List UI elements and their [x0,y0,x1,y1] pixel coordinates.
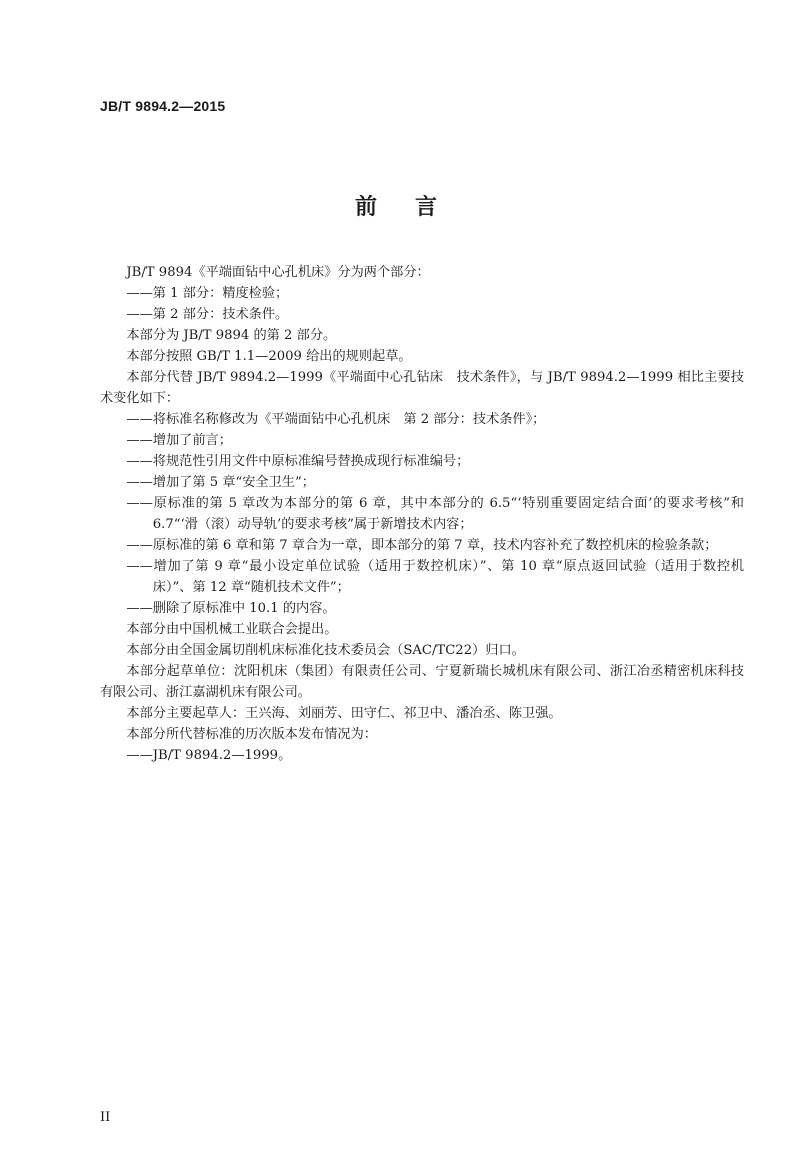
list-item: ——原标准的第 6 章和第 7 章合为一章，即本部分的第 7 章，技术内容补充了数控机床的检验条款； [126,538,718,553]
list-item: ——第 2 部分：技术条件。 [126,307,289,322]
list-item: ——原标准的第 5 章改为本部分的第 6 章，其中本部分的 6.5“‘特别重要固定结合面’的要求考核”和 6.7“‘滑（滚）动导轨’的要求考核”属于新增技术内容； [126,496,744,532]
list-item: ——增加了前言； [126,433,232,448]
paragraph: 本部分由全国金属切削机床标准化技术委员会（SAC/TC22）归口。 [126,643,525,658]
paragraph: 本部分所代替标准的历次版本发布情况为： [126,727,377,742]
list-item: ——将规范性引用文件中原标准编号替换成现行标准编号； [126,454,470,469]
list-item: ——JB/T 9894.2—1999。 [126,748,292,763]
paragraph: 本部分按照 GB/T 1.1—2009 给出的规则起草。 [126,349,412,364]
list-item: ——增加了第 5 章“安全卫生”； [126,475,315,490]
paragraph: JB/T 9894《平端面钻中心孔机床》分为两个部分： [126,265,430,280]
list-item: ——增加了第 9 章“最小设定单位试验（适用于数控机床）”、第 10 章“原点返回试验（适用于数控机床）”、第 12 章“随机技术文件”； [126,559,744,595]
paragraph: 本部分主要起草人：王兴海、刘丽芳、田守仁、祁卫中、潘冶丞、陈卫强。 [126,706,562,721]
standard-code: JB/T 9894.2—2015 [100,98,226,114]
list-item: ——删除了原标准中 10.1 的内容。 [126,601,336,616]
paragraph: 本部分由中国机械工业联合会提出。 [126,622,338,637]
paragraph: 本部分为 JB/T 9894 的第 2 部分。 [126,328,337,343]
foreword-body [100,262,744,766]
list-item: ——第 1 部分：精度检验； [126,286,289,301]
paragraph: 本部分代替 JB/T 9894.2—1999《平端面中心孔钻床 技术条件》，与 JB/T 9894.2—1999 相比主要技术变化如下： [100,370,744,406]
page-number: II [100,1110,111,1125]
list-item: ——将标准名称修改为《平端面钻中心孔机床 第 2 部分：技术条件》； [126,412,546,427]
page-title: 前言 [354,195,475,220]
paragraph: 本部分起草单位：沈阳机床（集团）有限责任公司、宁夏新瑞长城机床有限公司、浙江冶丞精密机床科技有限公司、浙江嘉湖机床有限公司。 [100,664,744,700]
